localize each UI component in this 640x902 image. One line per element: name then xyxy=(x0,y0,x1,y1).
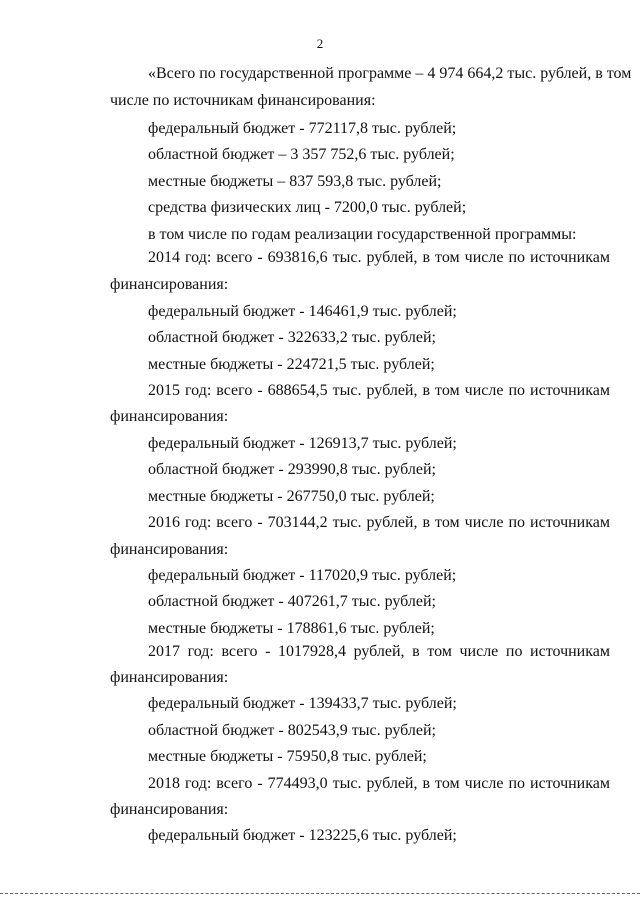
text-line-25: федеральный бюджет - 139433,7 тыс. рублей; xyxy=(148,695,457,712)
text-line-5: местные бюджеты – 837 593,8 тыс. рублей; xyxy=(148,173,442,190)
text-line-23: 2017 год: всего - 1017928,4 рублей, в том числе по источникам xyxy=(148,643,610,660)
text-line-6: средства физических лиц - 7200,0 тыс. рублей; xyxy=(148,199,467,216)
text-line-14: финансирования: xyxy=(110,408,229,425)
text-line-4: областной бюджет – 3 357 752,6 тыс. рублей; xyxy=(148,146,455,163)
text-line-19: финансирования: xyxy=(110,541,229,558)
text-line-10: федеральный бюджет - 146461,9 тыс. рублей; xyxy=(148,303,457,320)
text-line-27: местные бюджеты - 75950,8 тыс. рублей; xyxy=(148,748,427,765)
text-line-17: местные бюджеты - 267750,0 тыс. рублей; xyxy=(148,488,435,505)
text-line-26: областной бюджет - 802543,9 тыс. рублей; xyxy=(148,722,436,739)
text-line-20: федеральный бюджет - 117020,9 тыс. рублей; xyxy=(148,567,457,584)
text-line-11: областной бюджет - 322633,2 тыс. рублей; xyxy=(148,329,436,346)
text-line-3: федеральный бюджет - 772117,8 тыс. рублей; xyxy=(148,120,457,137)
text-line-28: 2018 год: всего - 774493,0 тыс. рублей, в том числе по источникам xyxy=(148,775,610,792)
text-line-18: 2016 год: всего - 703144,2 тыс. рублей, в том числе по источникам xyxy=(148,514,610,531)
text-line-13: 2015 год: всего - 688654,5 тыс. рублей, в том числе по источникам xyxy=(148,382,610,399)
text-line-16: областной бюджет - 293990,8 тыс. рублей; xyxy=(148,461,436,478)
page-edge-divider xyxy=(0,893,640,895)
text-line-8: 2014 год: всего - 693816,6 тыс. рублей, в том числе по источникам xyxy=(148,249,610,266)
text-line-15: федеральный бюджет - 126913,7 тыс. рублей; xyxy=(148,435,457,452)
text-line-21: областной бюджет - 407261,7 тыс. рублей; xyxy=(148,593,436,610)
text-line-30: федеральный бюджет - 123225,6 тыс. рублей; xyxy=(148,827,457,844)
text-line-2: числе по источникам финансирования: xyxy=(110,92,376,109)
text-line-12: местные бюджеты - 224721,5 тыс. рублей; xyxy=(148,356,435,373)
text-line-29: финансирования: xyxy=(110,801,229,818)
text-line-7: в том числе по годам реализации государственной программы: xyxy=(148,226,577,243)
text-line-24: финансирования: xyxy=(110,669,229,686)
text-line-1: «Всего по государственной программе – 4 974 664,2 тыс. рублей, в том xyxy=(148,65,632,82)
text-line-22: местные бюджеты - 178861,6 тыс. рублей; xyxy=(148,620,435,637)
text-line-9: финансирования: xyxy=(110,276,229,293)
page-number: 2 xyxy=(316,36,324,51)
